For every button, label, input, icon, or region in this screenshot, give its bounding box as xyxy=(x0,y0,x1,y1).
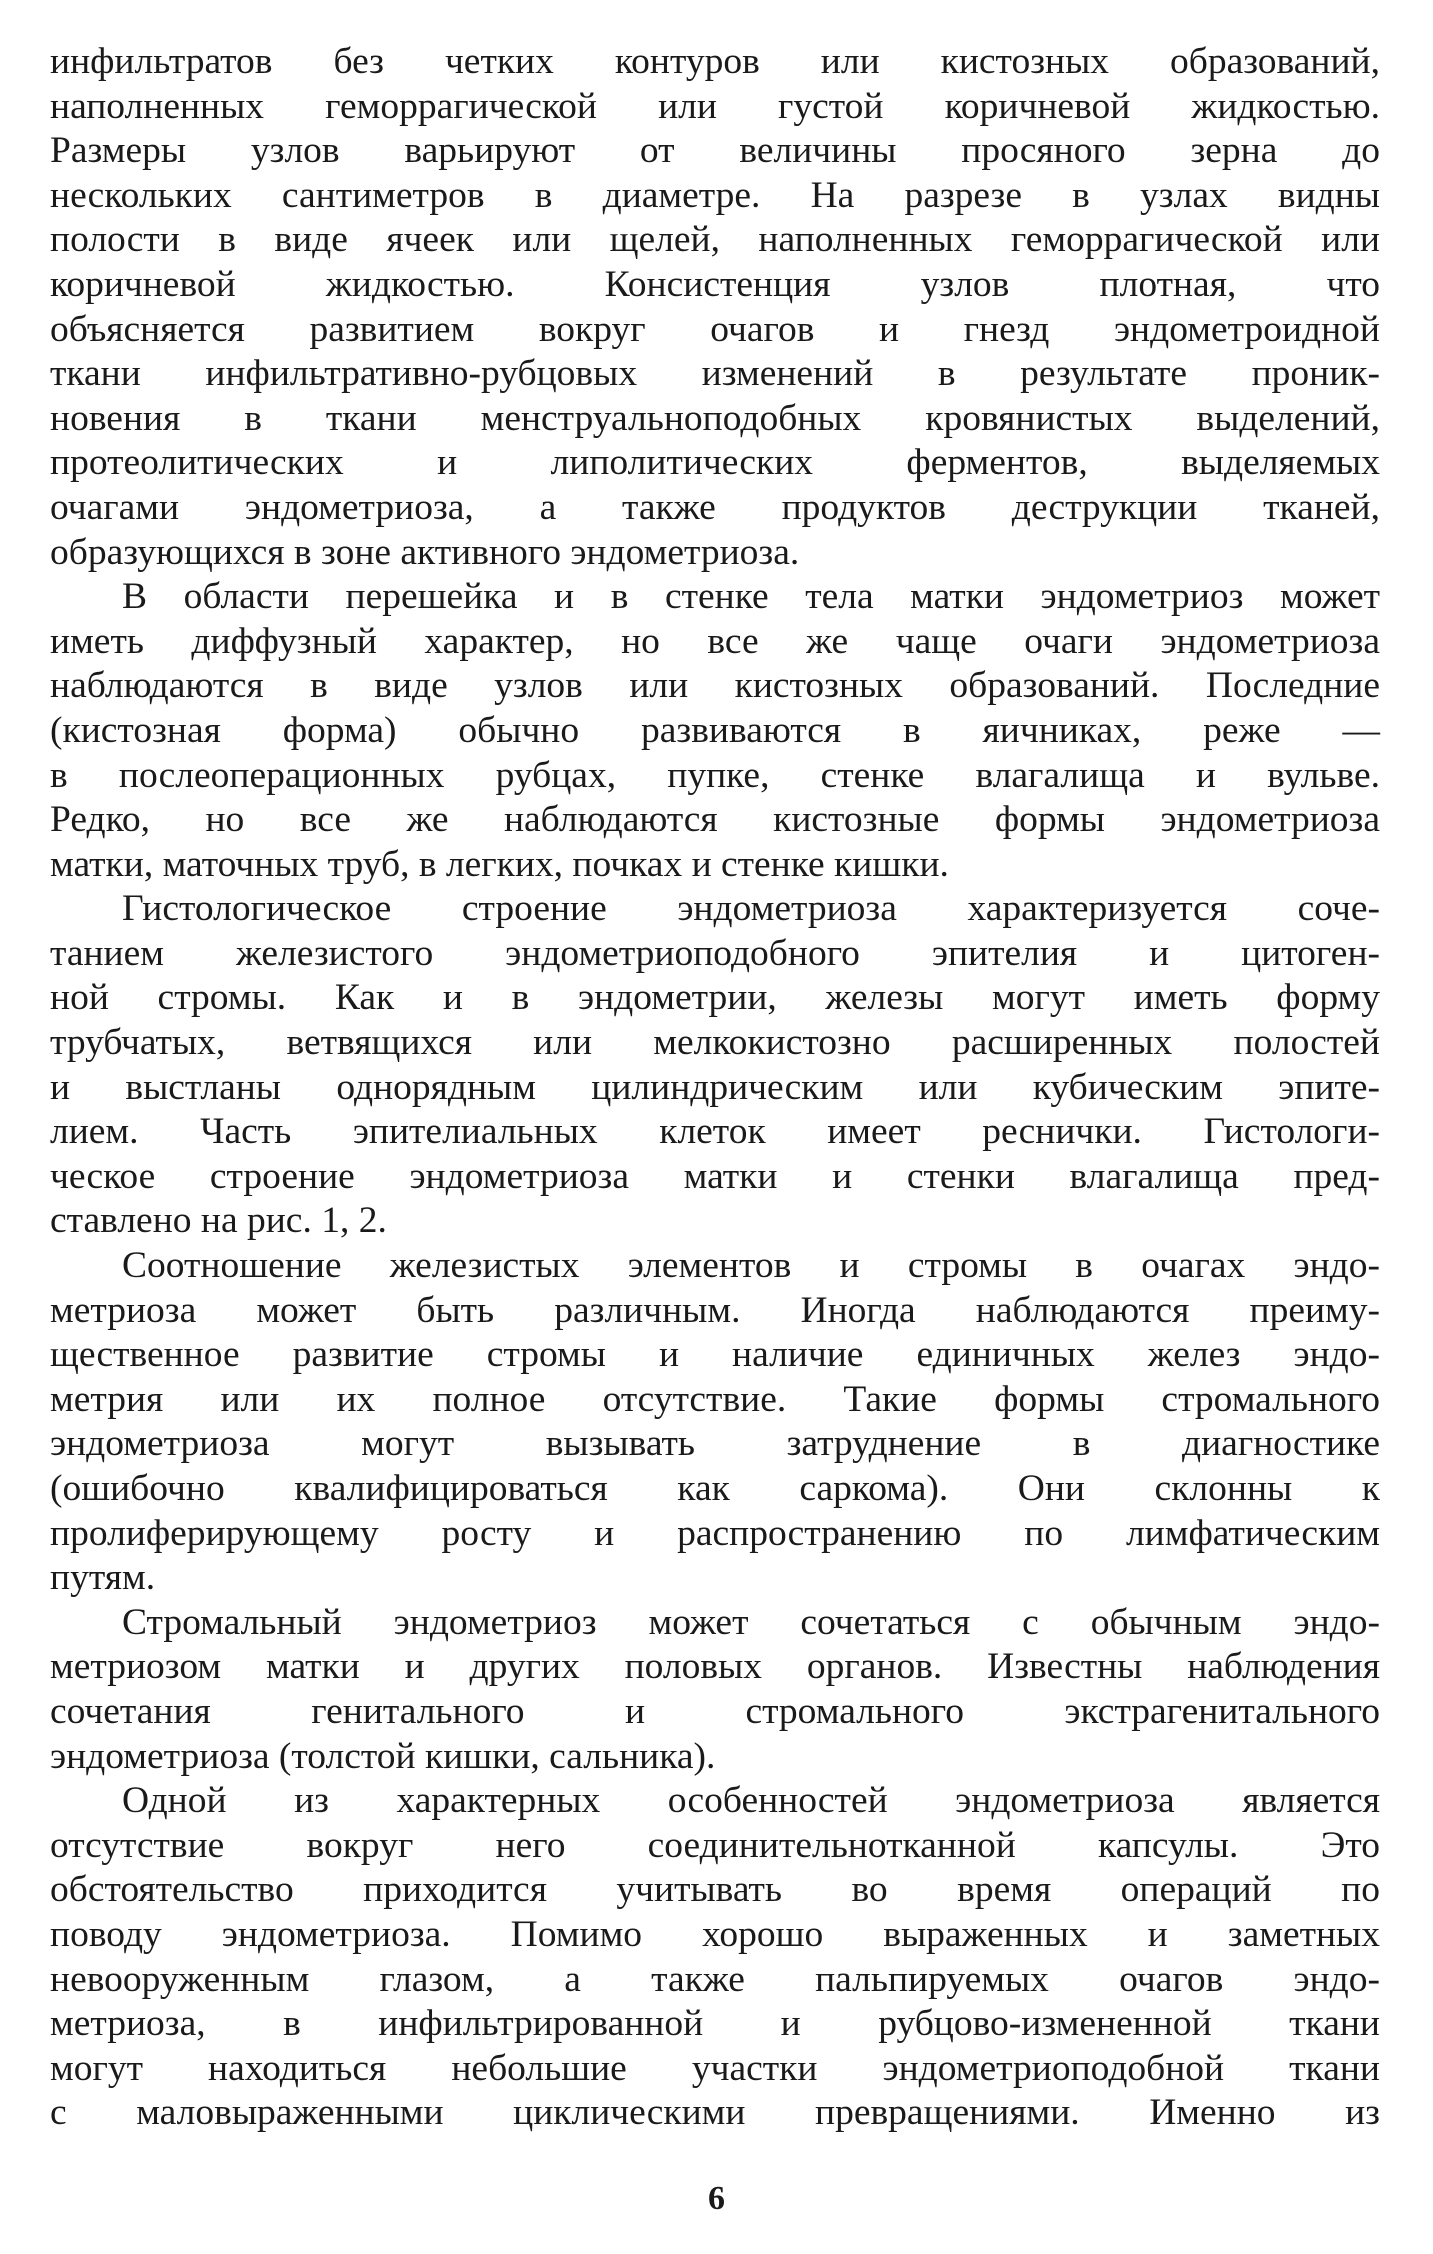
text-line: могут находиться небольшие участки эндометриоподобной ткани xyxy=(50,2047,1380,2089)
text-line: танием железистого эндометриоподобного эпителия и цитоген- xyxy=(50,932,1380,974)
text-line: эндометриоза могут вызывать затруднение в диагностике xyxy=(50,1423,1380,1465)
text-line: протеолитических и липолитических ферментов, выделяемых xyxy=(50,442,1380,484)
text-line: эндометриоза (толстой кишки, сальника). xyxy=(50,1735,716,1777)
text-line: объясняется развитием вокруг очагов и гнезд эндометроидной xyxy=(50,308,1380,350)
text-line: путям. xyxy=(50,1557,156,1599)
text-line: матки, маточных труб, в легких, почках и стенке кишки. xyxy=(50,843,949,885)
text-line: новения в ткани менструальноподобных кровянистых выделений, xyxy=(50,397,1380,439)
paragraph xyxy=(50,575,1380,887)
text-line: и выстланы однорядным цилиндрическим или кубическим эпите- xyxy=(50,1066,1380,1108)
text-line: метриоза может быть различным. Иногда наблюдаются преиму- xyxy=(50,1289,1380,1331)
text-line: коричневой жидкостью. Консистенция узлов плотная, что xyxy=(50,263,1380,305)
paragraph xyxy=(50,1244,1380,1601)
text-line: В области перешейка и в стенке тела матки эндометриоз может xyxy=(122,576,1380,618)
text-line: ческое строение эндометриоза матки и стенки влагалища пред- xyxy=(50,1155,1380,1197)
text-line: Редко, но все же наблюдаются кистозные формы эндометриоза xyxy=(50,799,1380,841)
text-line: Гистологическое строение эндометриоза характеризуется соче- xyxy=(122,888,1380,930)
text-line: с маловыраженными циклическими превращениями. Именно из xyxy=(50,2092,1380,2134)
paragraph xyxy=(50,1601,1380,1779)
text-line: наполненных геморрагической или густой коричневой жидкостью. xyxy=(50,85,1380,127)
text-line: ставлено на рис. 1, 2. xyxy=(50,1200,387,1242)
text-line: пролиферирующему росту и распространению по лимфатическим xyxy=(50,1512,1380,1554)
text-line: (ошибочно квалифицироваться как саркома). Они склонны к xyxy=(50,1468,1380,1509)
text-line: инфильтратов без четких контуров или кистозных образований, xyxy=(50,41,1380,82)
text-line: отсутствие вокруг него соединительнотканной капсулы. Это xyxy=(50,1824,1380,1866)
text-line: очагами эндометриоза, а также продуктов деструкции тканей, xyxy=(50,486,1380,528)
text-line: иметь диффузный характер, но все же чаще очаги эндометриоза xyxy=(50,620,1380,662)
text-line: Размеры узлов варьируют от величины просяного зерна до xyxy=(50,130,1380,172)
text-line: невооруженным глазом, а также пальпируемых очагов эндо- xyxy=(50,1958,1380,2000)
text-line: ной стромы. Как и в эндометрии, железы могут иметь форму xyxy=(50,977,1380,1019)
text-line: метрия или их полное отсутствие. Такие формы стромального xyxy=(50,1378,1380,1420)
text-line: Стромальный эндометриоз может сочетаться с обычным эндо- xyxy=(122,1601,1380,1643)
text-line: нескольких сантиметров в диаметре. На разрезе в узлах видны xyxy=(50,174,1380,216)
text-line: щественное развитие стромы и наличие единичных желез эндо- xyxy=(50,1334,1380,1376)
text-line: в послеоперационных рубцах, пупке, стенке влагалища и вульве. xyxy=(50,754,1380,796)
body-text xyxy=(50,40,1380,2136)
text-line: Одной из характерных особенностей эндометриоза является xyxy=(122,1780,1380,1822)
text-line: Соотношение железистых элементов и стромы в очагах эндо- xyxy=(122,1245,1380,1287)
text-line: наблюдаются в виде узлов или кистозных образований. Последние xyxy=(50,665,1380,707)
text-line: обстоятельство приходится учитывать во время операций по xyxy=(50,1869,1380,1911)
text-line: образующихся в зоне активного эндометриоза. xyxy=(50,531,800,573)
text-line: метриозом матки и других половых органов. Известны наблюдения xyxy=(50,1646,1380,1688)
page-number: 6 xyxy=(708,2180,725,2217)
text-line: лием. Часть эпителиальных клеток имеет реснички. Гистологи- xyxy=(50,1111,1380,1153)
paragraph xyxy=(50,887,1380,1244)
text-line: сочетания генитального и стромального экстрагенитального xyxy=(50,1690,1380,1732)
text-line: метриоза, в инфильтрированной и рубцово-измененной ткани xyxy=(50,2003,1380,2045)
paragraph xyxy=(50,40,1380,575)
text-line: полости в виде ячеек или щелей, наполненных геморрагической или xyxy=(50,219,1380,261)
document-page xyxy=(50,40,1380,2220)
text-line: (кистозная форма) обычно развиваются в яичниках, реже — xyxy=(50,709,1380,751)
text-line: трубчатых, ветвящихся или мелкокистозно расширенных полостей xyxy=(50,1022,1380,1064)
text-line: ткани инфильтративно-рубцовых изменений в результате проник- xyxy=(50,353,1380,395)
text-line: поводу эндометриоза. Помимо хорошо выраженных и заметных xyxy=(50,1913,1380,1955)
paragraph xyxy=(50,1779,1380,2136)
